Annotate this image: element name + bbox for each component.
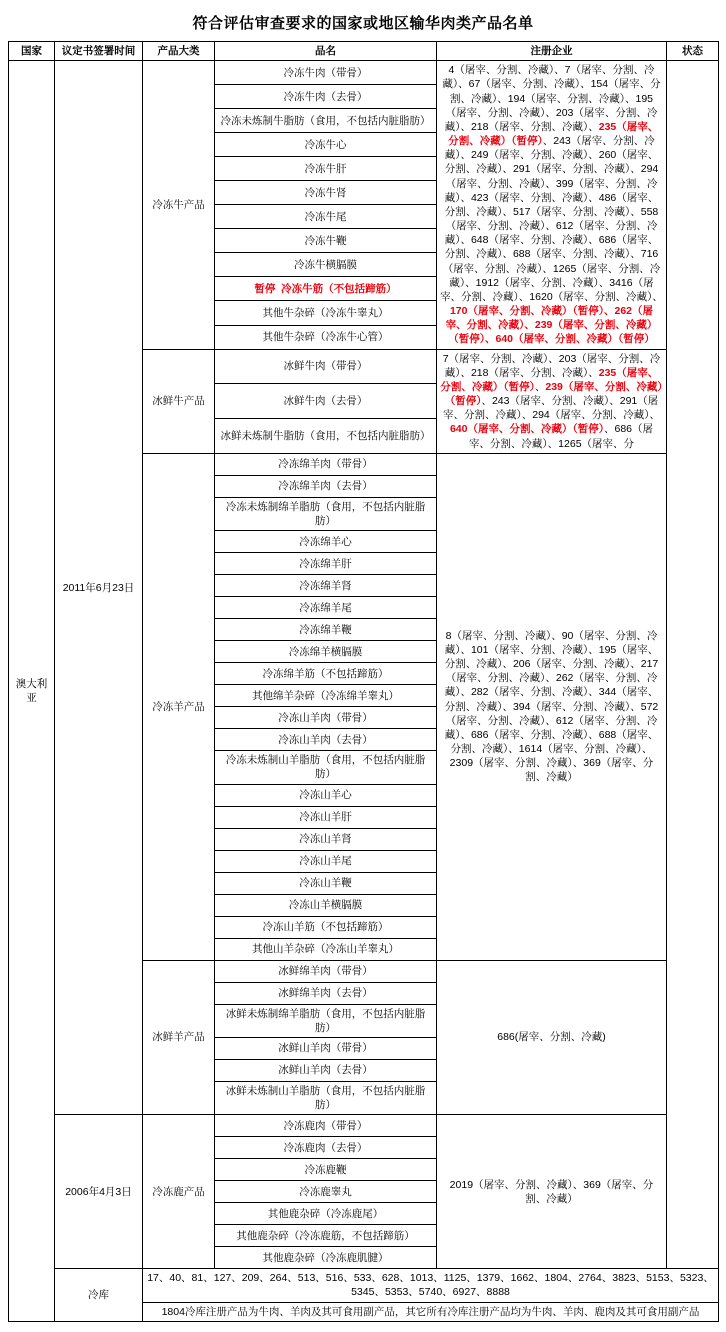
product-name-cell: 冷冻牛尾 xyxy=(215,205,437,229)
product-name-cell: 冷冻山羊鞭 xyxy=(215,872,437,894)
product-name-cell: 冷冻山羊横膈膜 xyxy=(215,894,437,916)
product-name-cell: 其他山羊杂碎（冷冻山羊睾丸） xyxy=(215,938,437,960)
page-title: 符合评估审查要求的国家或地区输华肉类产品名单 xyxy=(192,15,534,32)
col-category: 产品大类 xyxy=(143,42,215,61)
enterprise-text: 686(屠宰、分割、冷藏) xyxy=(497,1031,606,1044)
status-cell xyxy=(667,61,719,1269)
enterprise-suspended-text: 239（屠宰、分割、冷藏）（暂停） xyxy=(444,380,663,408)
enterprise-text: 、243（屠宰、分割、冷藏）、249（屠宰、分割、冷藏）、260（屠宰、分割、冷藏）、291（屠宰、分割、冷藏）、294（屠宰、分割、冷藏）、399（屠宰、分割、冷藏）、423（屠宰、分割、冷藏）、486（屠宰、分割、冷藏）、517（屠宰、分割、冷藏）、558（屠宰、分割、冷藏）、612（屠宰、分割、冷藏）、648（屠宰、分割、冷藏）、686（屠宰、分割、冷藏）、688（屠宰、分割、冷藏）、716（屠宰、分割、冷藏）、1265（屠宰、分割、冷藏）、1912（屠宰、分割、冷藏）、3416（屠宰、分割、冷藏）、1620（屠宰、分割、冷藏）、 xyxy=(440,135,663,303)
protocol-date-cell: 2006年4月3日 xyxy=(55,1115,143,1269)
product-name-cell: 冰鲜未炼制山羊脂肪（食用，不包括内脏脂肪） xyxy=(215,1081,437,1114)
product-name-cell: 冷冻山羊筋（不包括蹄筋） xyxy=(215,916,437,938)
protocol-date-cell: 2011年6月23日 xyxy=(55,61,143,1115)
product-name-cell: 冷冻绵羊肾 xyxy=(215,575,437,597)
product-name-cell: 冰鲜绵羊肉（带骨） xyxy=(215,960,437,982)
product-name-cell: 冷冻牛肾 xyxy=(215,181,437,205)
table-body xyxy=(9,61,719,1322)
col-enterprise: 注册企业 xyxy=(437,42,667,61)
suspend-badge: 暂停 xyxy=(254,282,282,295)
product-name-cell: 冷冻绵羊鞭 xyxy=(215,619,437,641)
product-name-cell xyxy=(215,277,437,301)
product-name-cell: 其他牛杂碎（冷冻牛心管） xyxy=(215,325,437,349)
product-name-cell: 冷冻绵羊肉（带骨） xyxy=(215,453,437,475)
product-name-cell: 其他鹿杂碎（冷冻鹿筋，不包括蹄筋） xyxy=(215,1225,437,1247)
enterprise-text: 、 xyxy=(534,380,546,393)
product-name-cell: 冰鲜山羊肉（带骨） xyxy=(215,1037,437,1059)
product-name-cell: 冷冻绵羊肉（去骨） xyxy=(215,475,437,497)
product-name-cell: 冷冻未炼制牛脂肪（食用，不包括内脏脂肪） xyxy=(215,109,437,133)
enterprise-text: 、243（屠宰、分割、冷藏）、291（屠宰、分割、冷藏）、294（屠宰、分割、冷藏）、 xyxy=(442,395,661,422)
product-name-cell: 冷冻牛肝 xyxy=(215,157,437,181)
product-name-cell: 冷冻绵羊心 xyxy=(215,531,437,553)
product-name-cell: 冷冻鹿肉（去骨） xyxy=(215,1137,437,1159)
product-name-cell: 冷冻绵羊筋（不包括蹄筋） xyxy=(215,663,437,685)
enterprise-suspended-text: 235（屠宰、分割、冷藏）（暂停） xyxy=(448,120,659,148)
product-name-cell: 冷冻绵羊尾 xyxy=(215,597,437,619)
product-name-cell: 其他鹿杂碎（冷冻鹿尾） xyxy=(215,1203,437,1225)
product-name-cell: 冷冻山羊尾 xyxy=(215,850,437,872)
product-name-cell: 冰鲜山羊肉（去骨） xyxy=(215,1059,437,1081)
product-name-cell: 冰鲜牛肉（去骨） xyxy=(215,384,437,419)
product-name-cell: 冷冻牛鞭 xyxy=(215,229,437,253)
enterprise-cell-frozen-deer xyxy=(437,1115,667,1269)
col-date: 议定书签署时间 xyxy=(55,42,143,61)
product-name-cell: 冷冻山羊肉（带骨） xyxy=(215,707,437,729)
product-name-cell: 冷冻绵羊肝 xyxy=(215,553,437,575)
category-cell: 冷冻鹿产品 xyxy=(143,1115,215,1269)
col-product: 品名 xyxy=(215,42,437,61)
product-name-cell: 冰鲜未炼制绵羊脂肪（食用，不包括内脏脂肪） xyxy=(215,1004,437,1037)
enterprise-text: 2019（屠宰、分割、冷藏）、369（屠宰、分割、冷藏） xyxy=(449,1178,654,1205)
product-name-cell: 冰鲜牛肉（带骨） xyxy=(215,349,437,384)
enterprise-cell-frozen-sheep xyxy=(437,453,667,960)
enterprise-text: 、686（屠宰、分割、冷藏）、1265（屠宰、分 xyxy=(468,423,654,450)
enterprise-cell-chilled-sheep xyxy=(437,960,667,1115)
table-header-row xyxy=(9,42,719,61)
category-cell: 冷冻牛产品 xyxy=(143,61,215,349)
enterprise-text: 8（屠宰、分割、冷藏）、90（屠宰、分割、冷藏）、101（屠宰、分割、冷藏）、195（屠宰、分割、冷藏）、206（屠宰、分割、冷藏）、217（屠宰、分割、冷藏）、262（屠宰、分割、冷藏）、282（屠宰、分割、冷藏）、344（屠宰、分割、冷藏）、394（屠宰、分割、冷藏）、572（屠宰、分割、冷藏）、612（屠宰、分割、冷藏）、686（屠宰、分割、冷藏）、688（屠宰、分割、冷藏）、1614（屠宰、分割、冷藏）、2309（屠宰、分割、冷藏）、369（屠宰、分割、冷藏） xyxy=(444,629,659,784)
enterprise-text: 4（屠宰、分割、冷藏）、7（屠宰、分割、冷藏）、67（屠宰、分割、冷藏）、154（屠宰、分割、冷藏）、194（屠宰、分割、冷藏）、195（屠宰、分割、冷藏）、203（屠宰、分割、冷藏）、218（屠宰、分割、冷藏）、 xyxy=(442,64,661,133)
product-name-cell: 冷冻鹿肉（带骨） xyxy=(215,1115,437,1137)
product-name-cell: 冷冻未炼制绵羊脂肪（食用，不包括内脏脂肪） xyxy=(215,497,437,530)
product-name-cell: 冷冻牛横膈膜 xyxy=(215,253,437,277)
product-name-cell: 冷冻鹿鞭 xyxy=(215,1159,437,1181)
product-name-cell: 冷冻牛肉（去骨） xyxy=(215,85,437,109)
product-name-cell: 冷冻牛肉（带骨） xyxy=(215,61,437,85)
enterprise-text: 7（屠宰、分割、冷藏）、203（屠宰、分割、冷藏）、218（屠宰、分割、冷藏）、 xyxy=(442,352,661,379)
col-country: 国家 xyxy=(9,42,55,61)
product-name-text: 冷冻牛筋（不包括蹄筋） xyxy=(281,282,397,295)
category-cell: 冰鲜牛产品 xyxy=(143,349,215,453)
coldstore-numbers: 17、40、81、127、209、264、513、516、533、628、1013、1125、1379、1662、1804、2764、3823、5153、5323、5345、5353、5740、6927、8888 xyxy=(143,1269,719,1302)
product-name-cell: 冰鲜绵羊肉（去骨） xyxy=(215,982,437,1004)
country-cell: 澳大利亚 xyxy=(9,61,55,1322)
product-name-cell: 冷冻未炼制山羊脂肪（食用，不包括内脏脂肪） xyxy=(215,751,437,784)
coldstore-note: 1804冷库注册产品为牛肉、羊肉及其可食用副产品，其它所有冷库注册产品均为牛肉、羊肉、鹿肉及其可食用副产品 xyxy=(143,1302,719,1321)
enterprise-suspended-text: 235（屠宰、分割、冷藏）（暂停） xyxy=(440,366,659,393)
product-name-cell: 冷冻牛心 xyxy=(215,133,437,157)
product-name-cell: 冷冻鹿睾丸 xyxy=(215,1181,437,1203)
product-name-cell: 冰鲜未炼制牛脂肪（食用，不包括内脏脂肪） xyxy=(215,419,437,454)
coldstore-row xyxy=(9,1269,719,1302)
product-name-cell: 冷冻山羊肝 xyxy=(215,806,437,828)
col-status: 状态 xyxy=(667,42,719,61)
product-name-cell: 冷冻山羊肉（去骨） xyxy=(215,729,437,751)
product-name-cell: 其他牛杂碎（冷冻牛睾丸） xyxy=(215,301,437,325)
table-row xyxy=(9,1115,719,1137)
category-cell: 冰鲜羊产品 xyxy=(143,960,215,1115)
product-name-cell: 其他鹿杂碎（冷冻鹿肌腱） xyxy=(215,1247,437,1269)
product-name-cell: 其他绵羊杂碎（冷冻绵羊睾丸） xyxy=(215,685,437,707)
category-cell: 冷冻羊产品 xyxy=(143,453,215,960)
enterprise-suspended-text: 170（屠宰、分割、冷藏）（暂停）、262（屠宰、分割、冷藏）、239（屠宰、分割、冷藏）（暂停）、640（屠宰、分割、冷藏）（暂停） xyxy=(445,305,658,346)
enterprise-cell-chilled-beef xyxy=(437,349,667,453)
product-name-cell: 冷冻绵羊横膈膜 xyxy=(215,641,437,663)
enterprise-cell-frozen-beef xyxy=(437,61,667,349)
product-name-cell: 冷冻山羊肾 xyxy=(215,828,437,850)
product-name-cell: 冷冻山羊心 xyxy=(215,784,437,806)
enterprise-suspended-text: 640（屠宰、分割、冷藏）（暂停） xyxy=(449,423,604,436)
table-row xyxy=(9,61,719,85)
coldstore-label-cell: 冷库 xyxy=(55,1269,143,1322)
meat-products-table xyxy=(8,41,719,1322)
